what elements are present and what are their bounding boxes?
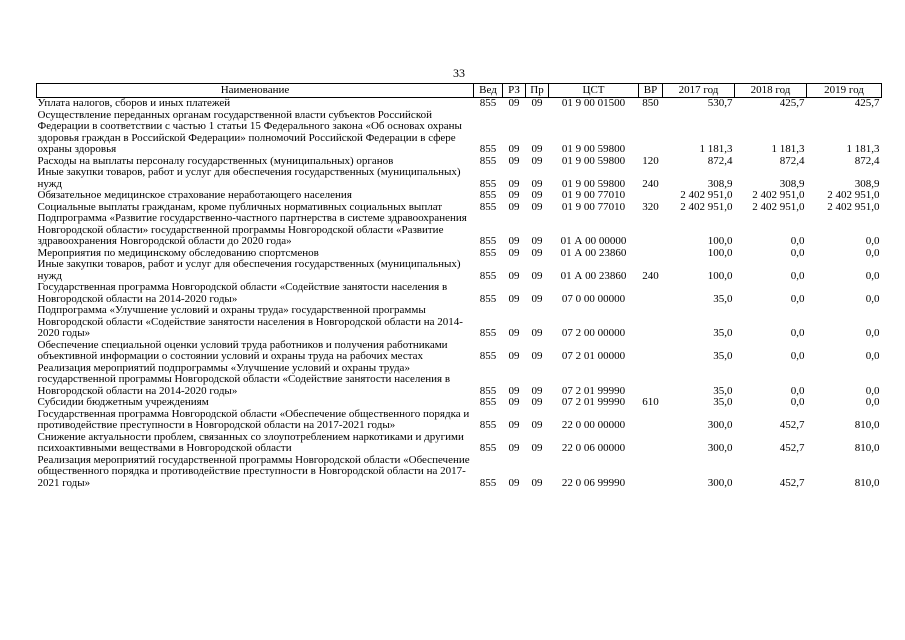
row-2017: 300,0	[707, 442, 733, 454]
row-cst: 22 0 06 00000	[561, 442, 626, 454]
row-ved: 855	[479, 97, 497, 109]
row-2017: 308,9	[707, 177, 733, 190]
row-2019: 810,0	[854, 442, 880, 454]
row-pr: 09	[531, 384, 543, 397]
row-rz: 09	[508, 97, 520, 109]
row-vr: 240	[642, 269, 659, 282]
row-rz: 09	[508, 246, 520, 259]
row-cst: 01 9 00 59800	[561, 143, 626, 155]
row-cst: 01 9 00 77010	[561, 189, 626, 201]
row-rz: 09	[508, 384, 520, 397]
row-cst: 07 2 00 00000	[561, 327, 626, 339]
row-rz: 09	[508, 350, 520, 362]
row-rz: 09	[508, 154, 520, 167]
header-2019: 2019 год	[807, 84, 882, 98]
row-rz: 09	[508, 177, 520, 190]
row-2018: 0,0	[790, 292, 805, 305]
row-vr	[639, 340, 663, 363]
row-ved: 855	[479, 350, 497, 362]
row-ved: 855	[479, 189, 497, 201]
row-2017: 530,7	[707, 97, 733, 109]
row-2017: 35,0	[713, 350, 733, 362]
row-2018: 452,7	[779, 476, 805, 489]
row-cst: 01 9 00 59800	[561, 177, 626, 190]
row-2017: 100,0	[707, 269, 733, 282]
row-rz: 09	[508, 235, 520, 247]
row-name: Обеспечение специальной оценки условий труда работников и получения работниками объективной информации о состоянии условий и охраны труда на рабочих местах	[37, 338, 448, 362]
row-2017: 300,0	[707, 419, 733, 431]
row-cst: 01 9 00 59800	[561, 154, 626, 167]
header-pr: Пр	[526, 84, 549, 98]
table-row	[37, 363, 882, 398]
row-ved: 855	[479, 419, 497, 431]
row-name: Снижение актуальности проблем, связанных со злоупотреблением наркотиками и другими психоактивными веществами в Новгородской области	[37, 430, 464, 454]
row-vr	[639, 110, 663, 156]
table-row	[37, 409, 882, 432]
table-row	[37, 340, 882, 363]
table-row	[37, 259, 882, 282]
row-ved: 855	[479, 269, 497, 282]
row-rz: 09	[508, 419, 520, 431]
row-pr: 09	[531, 235, 543, 247]
row-pr: 09	[531, 154, 543, 167]
row-2017: 872,4	[707, 154, 733, 167]
row-2018: 1 181,3	[771, 143, 805, 155]
row-vr	[639, 432, 663, 455]
row-name: Уплата налогов, сборов и иных платежей	[37, 97, 231, 109]
row-pr: 09	[531, 269, 543, 282]
row-ved: 855	[479, 442, 497, 454]
row-2019: 0,0	[865, 246, 880, 259]
row-vr	[639, 282, 663, 305]
table-row	[37, 167, 882, 190]
row-pr: 09	[531, 143, 543, 155]
row-2018: 0,0	[790, 396, 805, 408]
row-2019: 1 181,3	[846, 143, 880, 155]
row-2018: 872,4	[779, 154, 805, 167]
row-cst: 22 0 06 99990	[561, 476, 626, 489]
row-name: Социальные выплаты гражданам, кроме публичных нормативных социальных выплат	[37, 200, 443, 213]
row-ved: 855	[479, 396, 497, 408]
header-name: Наименование	[37, 84, 474, 98]
row-ved: 855	[479, 292, 497, 305]
row-ved: 855	[479, 476, 497, 489]
row-rz: 09	[508, 269, 520, 282]
header-2017: 2017 год	[663, 84, 735, 98]
row-name: Государственная программа Новгородской области «Содействие занятости населения в Новгородской области на 2014-2020 годы»	[37, 281, 448, 305]
row-2018: 0,0	[790, 350, 805, 362]
row-vr	[639, 363, 663, 398]
row-vr: 320	[642, 200, 659, 213]
row-cst: 01 А 00 23860	[560, 246, 627, 259]
row-2019: 810,0	[854, 476, 880, 489]
row-vr	[639, 213, 663, 248]
header-2018: 2018 год	[735, 84, 807, 98]
row-name: Иные закупки товаров, работ и услуг для обеспечения государственных (муниципальных) нужд	[37, 166, 461, 190]
row-2019: 0,0	[865, 292, 880, 305]
table-row	[37, 397, 882, 409]
row-name: Реализация мероприятий государственной программы Новгородской области «Обеспечение общественного порядка и противодействие преступности в Новгородской области на 2017-2021 годы»	[37, 453, 470, 489]
row-rz: 09	[508, 442, 520, 454]
row-vr: 120	[642, 154, 659, 167]
row-ved: 855	[479, 384, 497, 397]
row-pr: 09	[531, 442, 543, 454]
row-2019: 810,0	[854, 419, 880, 431]
row-ved: 855	[479, 246, 497, 259]
table-row	[37, 455, 882, 490]
row-name: Обязательное медицинское страхование неработающего населения	[37, 189, 352, 201]
row-2017: 35,0	[713, 384, 733, 397]
row-2019: 0,0	[865, 384, 880, 397]
row-name: Иные закупки товаров, работ и услуг для обеспечения государственных (муниципальных) нужд	[37, 258, 461, 282]
row-cst: 07 2 01 00000	[561, 350, 626, 362]
row-vr	[639, 248, 663, 260]
row-cst: 01 А 00 00000	[560, 235, 627, 247]
row-vr	[639, 190, 663, 202]
row-2019: 0,0	[865, 350, 880, 362]
row-cst: 07 0 00 00000	[561, 292, 626, 305]
table-row	[37, 282, 882, 305]
row-vr	[639, 305, 663, 340]
row-rz: 09	[508, 292, 520, 305]
row-ved: 855	[479, 143, 497, 155]
row-2019: 0,0	[865, 269, 880, 282]
row-2019: 308,9	[854, 177, 880, 190]
table-row	[37, 305, 882, 340]
row-pr: 09	[531, 97, 543, 109]
row-cst: 07 2 01 99990	[561, 396, 626, 408]
row-name: Мероприятия по медицинскому обследованию спортсменов	[37, 246, 319, 259]
row-name: Подпрограмма «Улучшение условий и охраны труда» государственной программы Новгородской области «Содействие занятости населения в Новгородской области на 2014-2020 годы»	[37, 304, 463, 339]
row-pr: 09	[531, 350, 543, 362]
table-row	[37, 110, 882, 156]
row-cst: 01 9 00 77010	[561, 200, 626, 213]
row-2017: 1 181,3	[699, 143, 733, 155]
row-cst: 22 0 00 00000	[561, 419, 626, 431]
header-vr: ВР	[639, 84, 663, 98]
row-2018: 308,9	[779, 177, 805, 190]
row-vr: 850	[642, 97, 659, 109]
row-2017: 35,0	[713, 396, 733, 408]
row-2019: 872,4	[854, 154, 880, 167]
header-cst: ЦСТ	[549, 84, 639, 98]
row-2018: 2 402 951,0	[752, 189, 805, 201]
row-2017: 35,0	[713, 292, 733, 305]
row-pr: 09	[531, 476, 543, 489]
row-2017: 100,0	[707, 246, 733, 259]
row-2017: 2 402 951,0	[680, 189, 733, 201]
table-row	[37, 98, 882, 110]
row-rz: 09	[508, 476, 520, 489]
row-ved: 855	[479, 200, 497, 213]
row-2017: 35,0	[713, 327, 733, 339]
row-pr: 09	[531, 246, 543, 259]
row-2018: 0,0	[790, 384, 805, 397]
row-ved: 855	[479, 154, 497, 167]
row-2018: 452,7	[779, 419, 805, 431]
row-vr: 610	[642, 396, 659, 408]
row-cst: 07 2 01 99990	[561, 384, 626, 397]
row-2018: 425,7	[779, 97, 805, 109]
row-name: Осуществление переданных органам государственной власти субъектов Российской Федерации в соответствии с частью 1 статьи 15 Федерального закона «Об основах охраны здоровья граждан в Российской Федерации» полномочий Российской Федерации в сфере охраны здоровья	[37, 108, 462, 155]
row-2017: 2 402 951,0	[680, 200, 733, 213]
row-name: Подпрограмма «Развитие государственно-частного партнерства в системе здравоохранения Новгородской области» государственной программы Новгородской области «Развитие здравоохранения Новгородской области до 2020 года»	[37, 212, 467, 247]
row-name: Государственная программа Новгородской области «Обеспечение общественного порядка и противодействие преступности в Новгородской области на 2017-2021 годы»	[37, 407, 470, 431]
table-body	[37, 98, 882, 490]
row-rz: 09	[508, 189, 520, 201]
row-2018: 452,7	[779, 442, 805, 454]
row-ved: 855	[479, 177, 497, 190]
header-ved: Вед	[474, 84, 503, 98]
row-2019: 0,0	[865, 327, 880, 339]
row-name: Реализация мероприятий подпрограммы «Улучшение условий и охраны труда» государственной программы Новгородской области «Содействие занятости населения в Новгородской области на 2014-2020 годы»	[37, 361, 451, 397]
row-2018: 2 402 951,0	[752, 200, 805, 213]
page-number: 33	[453, 66, 465, 80]
row-pr: 09	[531, 292, 543, 305]
row-2018: 0,0	[790, 246, 805, 259]
row-2017: 100,0	[707, 235, 733, 247]
row-2019: 2 402 951,0	[827, 200, 880, 213]
budget-table	[36, 83, 882, 489]
row-vr: 240	[642, 177, 659, 190]
table-row	[37, 213, 882, 248]
row-rz: 09	[508, 327, 520, 339]
row-2019: 0,0	[865, 396, 880, 408]
row-2019: 425,7	[854, 97, 880, 109]
header-rz: РЗ	[503, 84, 526, 98]
row-pr: 09	[531, 177, 543, 190]
row-pr: 09	[531, 327, 543, 339]
row-2018: 0,0	[790, 269, 805, 282]
row-pr: 09	[531, 419, 543, 431]
row-name: Субсидии бюджетным учреждениям	[37, 396, 209, 408]
row-rz: 09	[508, 396, 520, 408]
row-pr: 09	[531, 189, 543, 201]
row-2018: 0,0	[790, 327, 805, 339]
row-ved: 855	[479, 235, 497, 247]
row-name: Расходы на выплаты персоналу государственных (муниципальных) органов	[37, 154, 394, 167]
row-2017: 300,0	[707, 476, 733, 489]
row-ved: 855	[479, 327, 497, 339]
row-vr	[639, 455, 663, 490]
row-vr	[639, 409, 663, 432]
row-2018: 0,0	[790, 235, 805, 247]
row-rz: 09	[508, 200, 520, 213]
table-header	[37, 84, 882, 98]
row-pr: 09	[531, 200, 543, 213]
row-rz: 09	[508, 143, 520, 155]
table-row	[37, 432, 882, 455]
row-2019: 2 402 951,0	[827, 189, 880, 201]
row-pr: 09	[531, 396, 543, 408]
table-row	[37, 190, 882, 202]
row-cst: 01 А 00 23860	[560, 269, 627, 282]
row-cst: 01 9 00 01500	[561, 97, 626, 109]
row-2019: 0,0	[865, 235, 880, 247]
